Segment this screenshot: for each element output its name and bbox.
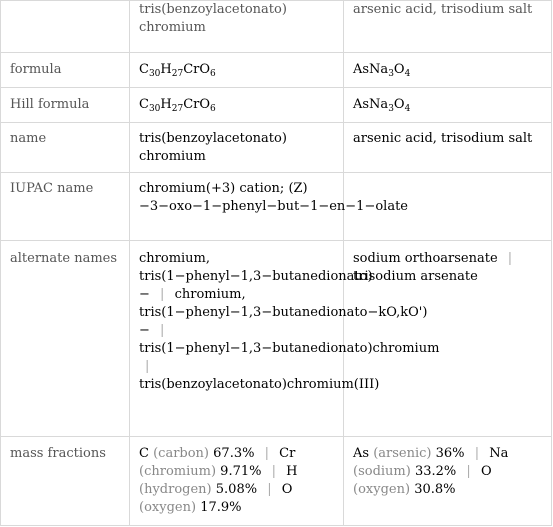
formula-subscript: 27: [171, 104, 184, 114]
mass-fraction-value: 67.3%: [213, 446, 255, 461]
separator: |: [160, 287, 165, 302]
separator: |: [474, 446, 480, 461]
alternate-name: chromium, tris(1−phenyl−1,3−butanedionato−kO,kO')−: [139, 287, 428, 338]
header-row: [1, 1, 552, 53]
element-name: (sodium): [353, 464, 411, 479]
mass-fraction-value: 36%: [435, 446, 465, 461]
alternate-name: sodium orthoarsenate: [353, 251, 498, 266]
row-mass-fractions: [1, 437, 552, 526]
separator: |: [145, 359, 150, 374]
separator: |: [264, 446, 269, 461]
element-name: (carbon): [153, 446, 210, 461]
formula-text: H: [160, 97, 172, 112]
formula-subscript: 3: [388, 69, 394, 79]
formula-subscript: 4: [404, 69, 411, 79]
formula-text: O: [393, 62, 405, 77]
row-label-mass-fractions: mass fractions: [1, 437, 130, 526]
element-name: (oxygen): [353, 482, 411, 497]
separator: |: [466, 464, 471, 479]
separator: |: [267, 482, 272, 497]
alternate-name: trisodium arsenate: [353, 269, 478, 284]
element-symbol: O: [480, 464, 492, 479]
element-symbol: Na: [489, 446, 509, 461]
row-name: [1, 123, 552, 173]
mass-fractions-cell-a: [130, 437, 344, 526]
formula-text: H: [160, 62, 172, 77]
name-cell-a: tris(benzoylacetonato) chromium: [130, 123, 344, 173]
formula-text: C: [139, 97, 149, 112]
row-iupac-name: [1, 173, 552, 241]
alternate-name: tris(benzoylacetonato)chromium(III): [139, 377, 380, 392]
separator: |: [160, 323, 165, 338]
element-name: (chromium): [139, 464, 217, 479]
formula-text: CrO: [183, 62, 211, 77]
element-name: (oxygen): [139, 500, 197, 515]
formula-text: AsNa: [353, 97, 389, 112]
iupac-name-cell-a: chromium(+3) cation; (Z)−3−oxo−1−phenyl−but−1−en−1−olate: [130, 173, 344, 241]
row-formula: [1, 53, 552, 88]
hill-formula-cell-b: [344, 88, 552, 123]
mass-fraction-value: 33.2%: [414, 464, 457, 479]
row-label-formula: formula: [1, 53, 130, 88]
element-symbol: As: [353, 446, 370, 461]
formula-text: C: [139, 62, 149, 77]
element-symbol: H: [286, 464, 298, 479]
formula-text: AsNa: [353, 62, 389, 77]
row-label-alternate-names: alternate names: [1, 241, 130, 437]
row-label-hill-formula: Hill formula: [1, 88, 130, 123]
row-label-name: name: [1, 123, 130, 173]
mass-fractions-cell-b: [344, 437, 552, 526]
mass-fraction-item: [353, 446, 465, 461]
formula-subscript: 30: [148, 104, 161, 114]
alternate-name: chromium, tris(1−phenyl−1,3−butanedionato)−: [139, 251, 373, 302]
formula-subscript: 4: [404, 104, 411, 114]
alternate-names-cell-b: [344, 241, 552, 437]
name-cell-b: arsenic acid, trisodium salt: [344, 123, 552, 173]
formula-subscript: 3: [388, 104, 394, 114]
mass-fraction-value: 17.9%: [200, 500, 242, 515]
formula-text: CrO: [183, 97, 211, 112]
column-header-chromium-complex: tris(benzoylacetonato) chromium: [130, 1, 344, 53]
element-symbol: Cr: [279, 446, 296, 461]
element-symbol: C: [139, 446, 149, 461]
alternate-name: tris(1−phenyl−1,3−butanedionato)chromium: [139, 341, 440, 356]
corner-cell: [1, 1, 130, 53]
formula-cell-a: [130, 53, 344, 88]
separator: |: [271, 464, 277, 479]
formula-subscript: 27: [171, 69, 184, 79]
mass-fraction-item: [139, 446, 254, 461]
column-header-sodium-arsenate: arsenic acid, trisodium salt: [344, 1, 552, 53]
separator: |: [507, 251, 513, 266]
row-label-iupac-name: IUPAC name: [1, 173, 130, 241]
formula-subscript: 30: [148, 69, 161, 79]
mass-fraction-value: 30.8%: [414, 482, 456, 497]
row-alternate-names: [1, 241, 552, 437]
formula-subscript: 6: [210, 69, 216, 79]
formula-text: O: [393, 97, 405, 112]
mass-fraction-value: 9.71%: [220, 464, 262, 479]
mass-fraction-value: 5.08%: [215, 482, 258, 497]
element-name: (arsenic): [373, 446, 432, 461]
row-hill-formula: [1, 88, 552, 123]
element-symbol: O: [281, 482, 293, 497]
formula-subscript: 6: [210, 104, 216, 114]
formula-cell-b: [344, 53, 552, 88]
element-name: (hydrogen): [139, 482, 212, 497]
hill-formula-cell-a: [130, 88, 344, 123]
